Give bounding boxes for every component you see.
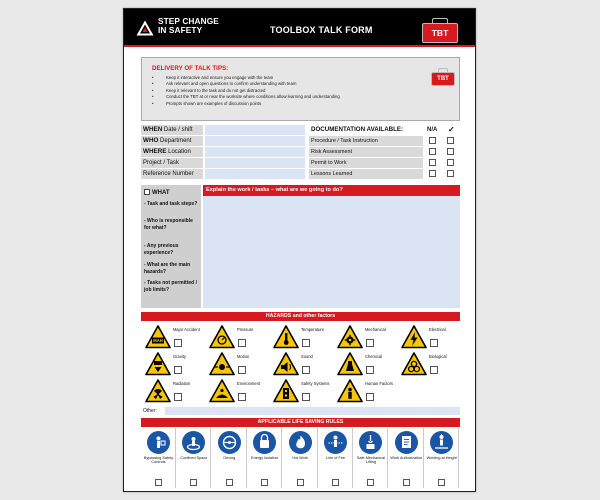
hazard-label: Major Accident [173,327,200,332]
doc-risk-checkbox[interactable] [447,148,454,155]
work-explanation-field[interactable] [203,185,460,308]
rule-bypassing-safety-controls [141,428,176,488]
energy-isolation-icon [256,434,273,451]
when-field[interactable] [205,125,305,135]
tip-item: • Ask relevant and open questions to confirm understanding with team [152,81,297,87]
hazard-label: Gravity [173,354,186,359]
tbt-badge: TBT [422,23,458,43]
tip-item: • Prompts shown are examples of discussion points [152,100,262,106]
doc-lessons-label: Lessons Learned [309,169,423,179]
what-question: - Who is responsible for what? [144,218,193,231]
hazard-label: Electrical [429,327,446,332]
life-saving-rules-heading: APPLICABLE LIFE SAVING RULES [141,418,460,427]
hazard-checkbox[interactable] [302,339,310,347]
rule-checkbox[interactable] [190,479,197,486]
hazard-label: Biological [429,354,447,359]
life-saving-rules-grid [141,428,460,488]
what-section [141,185,460,308]
what-question: - Task and task steps? [144,201,198,207]
rule-hot-work [283,428,318,488]
rule-badge [289,431,312,454]
doc-risk-na-checkbox[interactable] [429,148,436,155]
toolbox-talk-form [123,8,476,492]
hazard-checkbox[interactable] [366,366,374,374]
safe-mechanical-lifting-icon [362,434,379,451]
biological-icon [401,352,427,376]
tips-list [152,75,340,107]
rule-badge [324,431,347,454]
motion-icon [209,352,235,376]
hazard-environment [207,378,269,404]
rule-work-authorization [389,428,424,488]
hazard-checkbox[interactable] [174,393,182,401]
hazard-checkbox[interactable] [430,366,438,374]
hazard-label: Chemical [365,354,383,359]
hazard-checkbox[interactable] [302,393,310,401]
hot-work-icon [292,434,309,451]
rule-badge [395,431,418,454]
bypassing-safety-controls-icon [150,434,167,451]
hazard-major-accident [143,324,205,350]
hazard-motion [207,351,269,377]
rule-badge [430,431,453,454]
hazard-label: Mechanical [365,327,386,332]
hazard-checkbox[interactable] [366,339,374,347]
rule-label: Confined Space [180,456,208,460]
rule-label: Work Authorization [390,456,423,460]
doc-permit-na-checkbox[interactable] [429,159,436,166]
hazard-checkbox[interactable] [174,339,182,347]
doc-procedure-checkbox[interactable] [447,137,454,144]
na-column-heading: N/A [427,127,438,133]
tick-column-heading: ✓ [448,125,455,134]
rule-safe-mechanical-lifting [353,428,388,488]
hazard-label: Temperature [301,327,324,332]
logo-wordmark [158,17,238,35]
working-at-height-icon [433,434,450,451]
hazard-checkbox[interactable] [238,339,246,347]
rule-label: Bypassing Safety Controls [143,456,174,465]
hazard-checkbox[interactable] [174,366,182,374]
rule-checkbox[interactable] [403,479,410,486]
tip-item: • Keep it relevant to the task and do not get distracted [152,87,266,93]
what-title: WHAT [144,189,170,196]
hazard-label: Environment [237,381,260,386]
chemical-icon [337,352,363,376]
tip-item: • Keep it interactive and ensure you engage with the team [152,75,274,80]
project-label: Project / Task [141,158,203,168]
hazard-mechanical [335,324,397,350]
rule-driving [212,428,247,488]
doc-permit-checkbox[interactable] [447,159,454,166]
hazard-checkbox[interactable] [238,393,246,401]
talk-tips-panel [141,57,460,121]
other-hazards-field[interactable] [165,407,460,415]
rule-checkbox[interactable] [438,479,445,486]
hazard-label: Sound [301,354,313,359]
what-prompts [141,185,201,308]
doc-permit-label: Permit to Work [309,158,423,168]
hazard-label: Motion [237,354,250,359]
hazard-pressure [207,324,269,350]
temperature-icon [273,325,299,349]
hazard-chemical [335,351,397,377]
logo-line-1: STEP CHANGE [158,16,219,26]
hazard-safety-systems [271,378,333,404]
hazard-label: Safety Systems [301,381,330,386]
rule-label: Line of Fire [326,456,345,460]
what-checkbox[interactable] [144,189,150,195]
rule-label: Safe Mechanical Lifting [356,456,385,465]
documentation-heading: DOCUMENTATION AVAILABLE: [309,125,423,135]
rule-label: Driving [223,456,236,460]
what-question: - Any previous experience? [144,243,179,256]
hazard-temperature [271,324,333,350]
step-change-logo-icon [136,20,154,36]
what-question: - What are the main hazards? [144,262,191,275]
doc-risk-label: Risk Assessment [309,147,423,157]
rule-label: Hot Work [292,456,308,460]
rule-checkbox[interactable] [155,479,162,486]
pressure-icon [209,325,235,349]
rule-checkbox[interactable] [367,479,374,486]
form-header [124,9,475,47]
when-label: WHEN Date / shift [141,125,203,135]
hazards-heading: HAZARDS and other factors [141,312,460,321]
rule-badge [359,431,382,454]
radiation-icon [145,379,171,403]
reference-field[interactable] [205,169,305,179]
rule-checkbox[interactable] [332,479,339,486]
major-accident-icon [145,325,171,349]
other-hazards-row [141,406,460,416]
where-label: WHERE Location [141,147,203,157]
hazard-glyph: MAH [153,338,163,344]
environment-icon [209,379,235,403]
hazard-electrical [399,324,461,350]
who-field[interactable] [205,136,305,146]
doc-lessons-na-checkbox[interactable] [429,170,436,177]
mechanical-icon [337,325,363,349]
work-explanation-heading: Explain the work / tasks – what are we going to do? [203,185,460,196]
electrical-icon [401,325,427,349]
rule-badge [253,431,276,454]
hazards-grid [141,322,460,405]
tip-item: • Conduct the TBT at or near the worksite where conditions allow learning and understanding [152,94,340,100]
talk-details-section [141,125,460,182]
what-question: - Tasks not permitted / job limits? [144,280,197,293]
gravity-icon [145,352,171,376]
hazard-gravity [143,351,205,377]
doc-procedure-na-checkbox[interactable] [429,137,436,144]
hazard-human-factors [335,378,397,404]
rule-badge [182,431,205,454]
who-label: WHO Department [141,136,203,146]
rule-label: Energy Isolation [251,456,279,460]
doc-procedure-label: Procedure / Task Instruction [309,136,423,146]
rule-checkbox[interactable] [261,479,268,486]
line-of-fire-icon [327,434,344,451]
logo-line-2: IN SAFETY [158,25,203,35]
hazard-checkbox[interactable] [302,366,310,374]
form-title: TOOLBOX TALK FORM [270,25,373,35]
tbt-toolbox-small-icon [431,68,455,86]
rule-line-of-fire [318,428,353,488]
hazard-label: Human Factors [365,381,393,386]
hazard-radiation [143,378,205,404]
rule-label: Working at Height [426,456,457,460]
confined-space-icon [185,434,202,451]
where-field[interactable] [205,147,305,157]
rule-energy-isolation [247,428,282,488]
safety-systems-icon [273,379,299,403]
rule-confined-space [176,428,211,488]
tbt-toolbox-icon [422,18,458,43]
hazard-sound [271,351,333,377]
sound-icon [273,352,299,376]
hazard-biological [399,351,461,377]
hazard-checkbox[interactable] [430,339,438,347]
reference-label: Reference Number [141,169,203,179]
tbt-badge-small: TBT [431,72,455,86]
hazard-label: Radiation [173,381,191,386]
hazard-label: Pressure [237,327,254,332]
doc-lessons-checkbox[interactable] [447,170,454,177]
hazard-checkbox[interactable] [366,393,374,401]
rule-badge [147,431,170,454]
tips-title: DELIVERY OF TALK TIPS: [152,65,229,72]
rule-checkbox[interactable] [297,479,304,486]
other-label: Other: [143,408,157,414]
driving-icon [221,434,238,451]
rule-badge [218,431,241,454]
rule-working-at-height [424,428,459,488]
human-factors-icon [337,379,363,403]
project-field[interactable] [205,158,305,168]
work-authorization-icon [398,434,415,451]
hazard-checkbox[interactable] [238,366,246,374]
rule-checkbox[interactable] [226,479,233,486]
